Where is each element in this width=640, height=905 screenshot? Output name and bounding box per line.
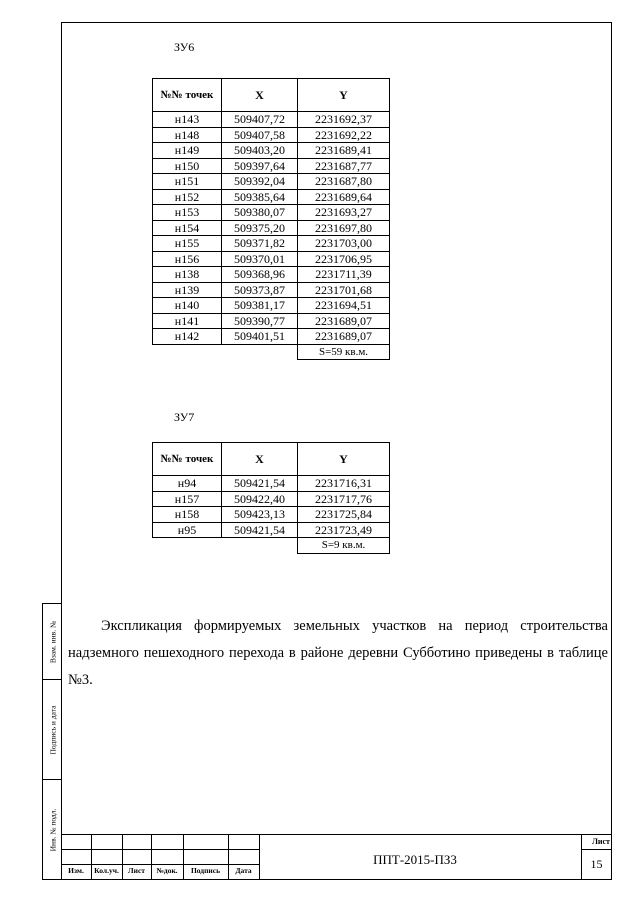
zu6-coordinate-table	[152, 78, 390, 360]
cell-y: 2231703,00	[298, 236, 390, 252]
stamp-line	[61, 849, 259, 850]
area-row	[153, 344, 390, 360]
side-label-inv: Инв. № подл.	[48, 808, 57, 852]
cell-point: н154	[153, 220, 222, 236]
cell-point: н149	[153, 143, 222, 159]
cell-point: н153	[153, 205, 222, 221]
header-point: №№ точек	[153, 79, 222, 112]
cell-y: 2231692,22	[298, 127, 390, 143]
table-row	[153, 313, 390, 329]
side-stamp	[42, 603, 62, 880]
header-y: Y	[298, 443, 390, 476]
table-row	[153, 205, 390, 221]
table-row	[153, 522, 390, 538]
cell-point: н152	[153, 189, 222, 205]
table-row	[153, 251, 390, 267]
cell-x: 509370,01	[222, 251, 298, 267]
cell-point: н140	[153, 298, 222, 314]
cell-point: н156	[153, 251, 222, 267]
area-spacer	[222, 538, 298, 554]
side-cell-podpis	[43, 680, 62, 780]
cell-y: 2231694,51	[298, 298, 390, 314]
cell-y: 2231687,77	[298, 158, 390, 174]
caption-kol-uch: Кол.уч.	[94, 866, 119, 875]
cell-x: 509371,82	[222, 236, 298, 252]
cell-point: н148	[153, 127, 222, 143]
cell-y: 2231723,49	[298, 522, 390, 538]
cell-x: 509373,87	[222, 282, 298, 298]
header-x: X	[222, 79, 298, 112]
explication-paragraph: Экспликация формируемых земельных участков на период строительства надземного пешеходного перехода в районе деревни Субботино приведены в таблице №3.	[68, 618, 608, 688]
table-row	[153, 267, 390, 283]
cell-point: н138	[153, 267, 222, 283]
table-row	[153, 143, 390, 159]
cell-point: н95	[153, 522, 222, 538]
cell-x: 509397,64	[222, 158, 298, 174]
zu7-area: S=9 кв.м.	[298, 538, 390, 554]
cell-point: н141	[153, 313, 222, 329]
header-y: Y	[298, 79, 390, 112]
table-row	[153, 329, 390, 345]
cell-x: 509385,64	[222, 189, 298, 205]
cell-x: 509407,72	[222, 112, 298, 128]
title-block	[61, 834, 612, 880]
cell-x: 509368,96	[222, 267, 298, 283]
zu7-coordinate-table	[152, 442, 390, 554]
cell-y: 2231693,27	[298, 205, 390, 221]
caption-ndok: №док.	[156, 866, 178, 875]
caption-izm: Изм.	[68, 866, 84, 875]
cell-point: н94	[153, 476, 222, 492]
cell-y: 2231689,64	[298, 189, 390, 205]
cell-x: 509390,77	[222, 313, 298, 329]
cell-point: н139	[153, 282, 222, 298]
table-row	[153, 298, 390, 314]
zu6-label: ЗУ6	[174, 40, 195, 54]
header-x: X	[222, 443, 298, 476]
cell-y: 2231711,39	[298, 267, 390, 283]
cell-point: н142	[153, 329, 222, 345]
cell-y: 2231701,68	[298, 282, 390, 298]
cell-point: н155	[153, 236, 222, 252]
stamp-line	[581, 849, 612, 850]
side-cell-inv	[43, 780, 62, 880]
cell-point: н157	[153, 491, 222, 507]
sheet-label: Лист	[591, 837, 610, 846]
cell-x: 509421,54	[222, 522, 298, 538]
table-row	[153, 282, 390, 298]
side-label-podpis: Подпись и дата	[48, 705, 57, 754]
cell-x: 509380,07	[222, 205, 298, 221]
cell-y: 2231692,37	[298, 112, 390, 128]
table-row	[153, 127, 390, 143]
cell-y: 2231689,07	[298, 329, 390, 345]
table-row	[153, 220, 390, 236]
header-point: №№ точек	[153, 443, 222, 476]
cell-y: 2231689,07	[298, 313, 390, 329]
caption-podpis: Подпись	[190, 866, 221, 875]
table-header-row	[153, 79, 390, 112]
table-row	[153, 189, 390, 205]
table-row	[153, 507, 390, 523]
table-row	[153, 491, 390, 507]
stamp-line	[61, 864, 259, 865]
table-row	[153, 112, 390, 128]
side-cell-vzam	[43, 604, 62, 680]
zu7-label: ЗУ7	[174, 410, 195, 424]
cell-x: 509407,58	[222, 127, 298, 143]
table-row	[153, 158, 390, 174]
area-row	[153, 538, 390, 554]
cell-y: 2231697,80	[298, 220, 390, 236]
area-spacer	[153, 344, 222, 360]
cell-x: 509421,54	[222, 476, 298, 492]
cell-x: 509403,20	[222, 143, 298, 159]
table-header-row	[153, 443, 390, 476]
cell-y: 2231717,76	[298, 491, 390, 507]
table-row	[153, 476, 390, 492]
cell-x: 509422,40	[222, 491, 298, 507]
cell-point: н158	[153, 507, 222, 523]
cell-x: 509423,13	[222, 507, 298, 523]
area-spacer	[222, 344, 298, 360]
cell-point: н143	[153, 112, 222, 128]
document-code: ППТ-2015-ПЗ3	[373, 852, 457, 867]
sheet-number: 15	[590, 857, 603, 871]
cell-x: 509375,20	[222, 220, 298, 236]
caption-list: Лист	[128, 866, 145, 875]
area-spacer	[153, 538, 222, 554]
cell-y: 2231716,31	[298, 476, 390, 492]
cell-x: 509401,51	[222, 329, 298, 345]
table-row	[153, 174, 390, 190]
side-label-vzam: Взам. инв. №	[48, 620, 57, 663]
caption-data: Дата	[235, 866, 252, 875]
cell-y: 2231689,41	[298, 143, 390, 159]
cell-y: 2231706,95	[298, 251, 390, 267]
zu6-area: S=59 кв.м.	[298, 344, 390, 360]
cell-x: 509392,04	[222, 174, 298, 190]
cell-point: н151	[153, 174, 222, 190]
table-row	[153, 236, 390, 252]
cell-y: 2231725,84	[298, 507, 390, 523]
cell-y: 2231687,80	[298, 174, 390, 190]
cell-x: 509381,17	[222, 298, 298, 314]
cell-point: н150	[153, 158, 222, 174]
